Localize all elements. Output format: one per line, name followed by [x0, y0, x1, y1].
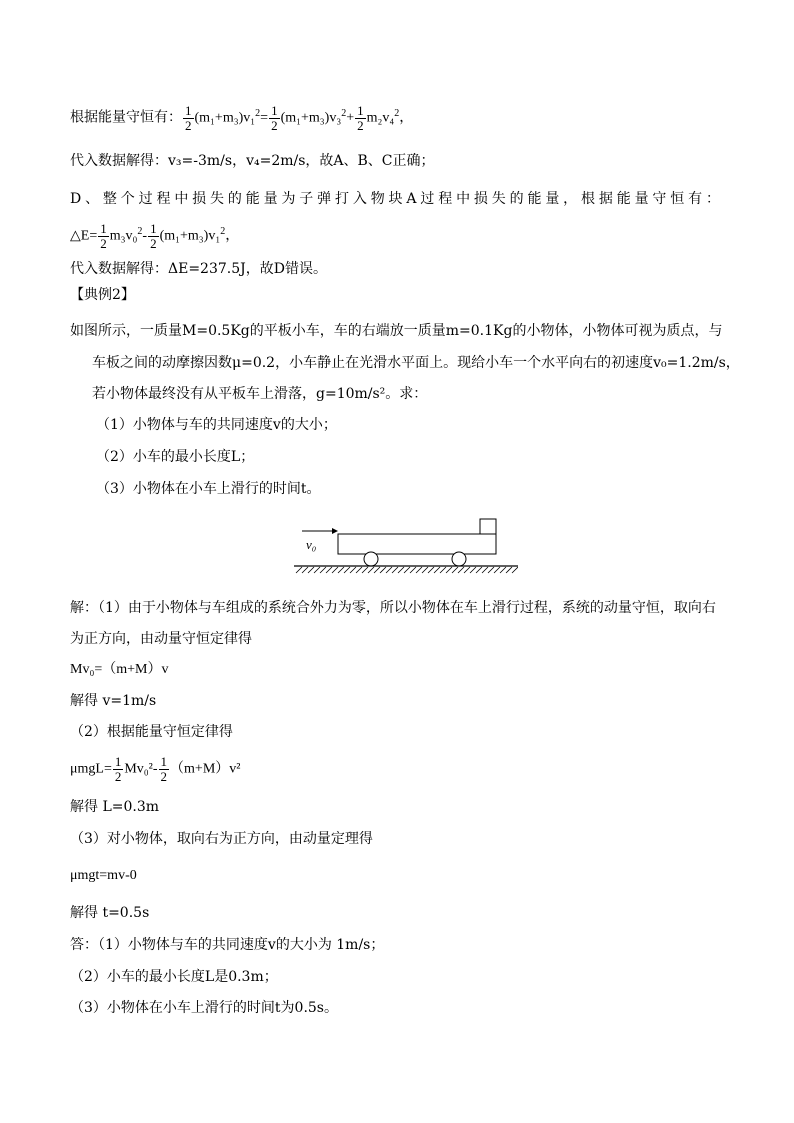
solution-text: （3）对小物体，取向右为正方向，由动量定理得 [70, 831, 373, 847]
fraction-half: $\frac{1}{2}$ [357, 103, 364, 133]
velocity-label: v₀ [306, 537, 317, 552]
cart-body [338, 534, 496, 554]
equation-momentum: Mv₀=（m+M）v [70, 662, 169, 677]
solution-text: 为正方向，由动量守恒定律得 [70, 631, 252, 647]
answer-text: 答：（1）小物体与车的共同速度v的大小为 1m/s； [70, 937, 385, 953]
question-part-1: （1）小物体与车的共同速度v的大小； [96, 417, 337, 433]
fraction-half: $\frac{1}{2}$ [150, 221, 157, 251]
question-part-2: （2）小车的最小长度L； [96, 449, 255, 465]
solution-text: 解得 L=0.3m [70, 799, 160, 815]
ground-hatch [296, 567, 518, 573]
equation-impulse: μmgt=mv-0 [70, 868, 137, 883]
small-block [480, 519, 496, 534]
answer-text: （2）小车的最小长度L是0.3m； [70, 969, 278, 985]
fraction-half: $\frac{1}{2}$ [271, 103, 278, 133]
question-part-3: （3）小物体在小车上滑行的时间t。 [96, 481, 321, 497]
example-heading: 【典例2】 [70, 287, 135, 303]
answer-text: （3）小物体在小车上滑行的时间t为0.5s。 [70, 1000, 338, 1016]
solution-text: 解得 t=0.5s [70, 905, 150, 921]
cart-diagram [294, 516, 518, 576]
equation-energy-loss: △E= $\frac{1}{2}$ m₃v₀$^2$- $\frac{1}{2}$ (m₁+m₃)v₁$^2$， [70, 221, 240, 251]
fraction-half: $\frac{1}{2}$ [185, 103, 192, 133]
equation-friction-energy: μmgL= $\frac{1}{2}$ Mv₀²- $\frac{1}{2}$ （m+M）v² [70, 754, 241, 784]
text-line: 代入数据解得：v₃=-3m/s，v₄=2m/s，故A、B、C正确； [70, 153, 435, 169]
velocity-arrow-head [332, 528, 338, 534]
equation-energy-conservation: 根据能量守恒有： $\frac{1}{2}$ (m₁+m₃)v₁$^2$= $\frac{1}{2}$ (m₁+m₃)v₃$^2$+ $\frac{1}{2}$ m₂v₄$^2$， [70, 103, 414, 133]
question-text: 如图所示，一质量M=0.5Kg的平板小车，车的右端放一质量m=0.1Kg的小物体，小物体可视为质点，与 [70, 323, 723, 339]
equation-prefix: 根据能量守恒有： [70, 110, 182, 126]
solution-text: 解得 v=1m/s [70, 693, 157, 709]
text-line: D、整个过程中损失的能量为子弹打入物块A过程中损失的能量，根据能量守恒有： [70, 191, 720, 207]
question-text: 若小物体最终没有从平板车上滑落，g=10m/s²。求： [92, 386, 428, 402]
fraction-half: $\frac{1}{2}$ [160, 754, 168, 784]
question-text: 车板之间的动摩擦因数μ=0.2，小车静止在光滑水平面上。现给小车一个水平向右的初速度v₀=1.2m/s， [92, 355, 740, 371]
solution-text: （2）根据能量守恒定律得 [70, 724, 233, 740]
wheel-left [364, 552, 378, 566]
text-line: 代入数据解得：ΔE=237.5J，故D错误。 [70, 261, 327, 277]
fraction-half: $\frac{1}{2}$ [100, 221, 107, 251]
fraction-half: $\frac{1}{2}$ [114, 754, 122, 784]
solution-text: 解：（1）由于小物体与车组成的系统合外力为零，所以小物体在车上滑行过程，系统的动量守恒，取向右 [70, 600, 716, 616]
wheel-right [452, 552, 466, 566]
